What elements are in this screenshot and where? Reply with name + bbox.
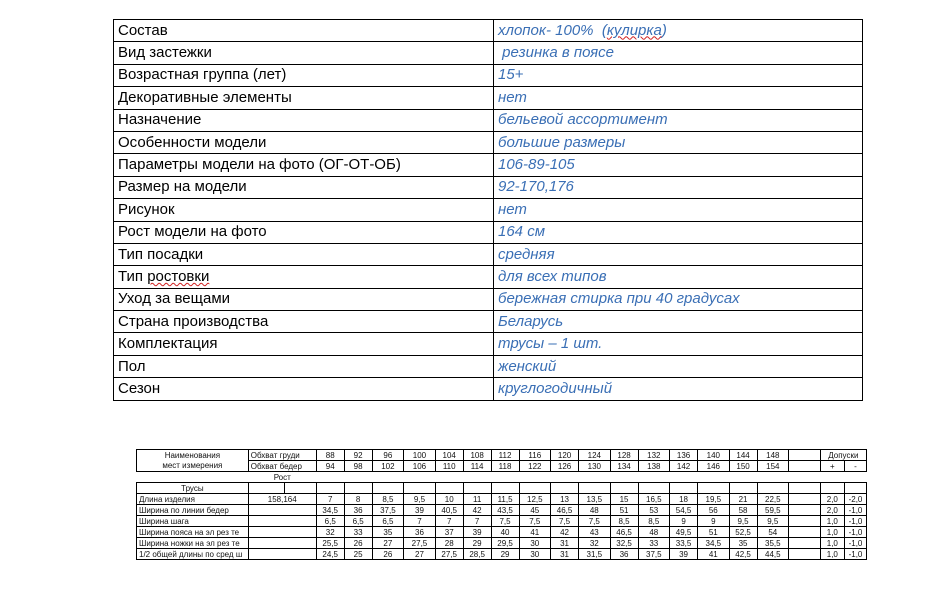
empty-cell [789,483,821,494]
measurement-value: 49,5 [670,527,698,538]
tolerance-minus-value: -1,0 [844,527,866,538]
chest-size: 100 [404,450,436,461]
measurement-value: 39 [670,549,698,560]
tolerance-plus-value: 1,0 [820,516,844,527]
empty-cell [670,483,698,494]
attribute-label: Размер на модели [114,176,494,198]
empty-cell [757,483,789,494]
measurement-value: 37,5 [372,505,404,516]
measurement-value: 52,5 [729,527,757,538]
attribute-row [114,20,863,42]
measurement-value: 8,5 [638,516,670,527]
attribute-label: Тип посадки [114,243,494,265]
measurement-value: 9,5 [404,494,436,505]
attribute-value: 15+ [494,64,863,86]
measurement-value: 9,5 [757,516,789,527]
measurement-value: 58 [729,505,757,516]
measurement-value: 33 [344,527,372,538]
measurement-value: 34,5 [316,505,344,516]
attribute-row [114,333,863,355]
chest-size: 132 [638,450,670,461]
measurement-value: 29,5 [491,538,519,549]
chest-size: 124 [579,450,611,461]
measurement-row [137,516,867,527]
measurement-name: Длина изделия [137,494,249,505]
measurement-value: 36 [610,549,638,560]
measurement-value: 7 [435,516,463,527]
measurement-value: 9 [670,516,698,527]
attribute-value [494,20,863,42]
attribute-label: Страна производства [114,311,494,333]
measurement-value: 8,5 [372,494,404,505]
attribute-value: Беларусь [494,311,863,333]
attribute-value: трусы – 1 шт. [494,333,863,355]
measurement-value: 29 [463,538,491,549]
measurement-value: 9 [698,516,730,527]
measurement-value: 51 [698,527,730,538]
size-header-row [137,461,867,472]
attribute-value: бельевой ассортимент [494,109,863,131]
measurement-value: 27 [372,538,404,549]
measurement-value: 25,5 [316,538,344,549]
measurement-name: 1/2 общей длины по сред ш [137,549,249,560]
measurement-value: 28,5 [463,549,491,560]
attribute-row [114,131,863,153]
empty-cell [316,483,344,494]
measurement-value: 34,5 [698,538,730,549]
attribute-label: Сезон [114,378,494,400]
chest-label: Обхват груди [248,450,316,461]
tolerance-minus-value: -1,0 [844,516,866,527]
attribute-value: 106-89-105 [494,154,863,176]
measurement-row [137,538,867,549]
measurement-value: 9,5 [729,516,757,527]
measurement-value: 46,5 [610,527,638,538]
attribute-label: Состав [114,20,494,42]
measurement-value: 56 [698,505,730,516]
measurement-value: 32 [316,527,344,538]
measurement-value: 15 [610,494,638,505]
attribute-label: Комплектация [114,333,494,355]
hip-label: Обхват бедер [248,461,316,472]
tolerance-minus-value: -1,0 [844,549,866,560]
height-header: Рост [273,472,291,482]
measurement-value: 54,5 [670,505,698,516]
measurement-name-header: Наименования [137,450,249,461]
tolerance-minus-value: -1,0 [844,538,866,549]
measurement-value: 48 [638,527,670,538]
measurement-value: 35 [729,538,757,549]
measurement-row [137,505,867,516]
empty-cell [248,483,284,494]
hip-size: 118 [491,461,519,472]
attribute-label: Вид застежки [114,42,494,64]
spacer-cell [789,505,821,516]
attribute-label-prefix: Тип [118,267,148,285]
measurement-name-header-2: мест измерения [137,461,249,472]
measurement-value: 13 [551,494,579,505]
chest-size: 108 [463,450,491,461]
attribute-row [114,154,863,176]
empty-cell [404,483,436,494]
attribute-value: для всех типов [494,266,863,288]
hip-size: 126 [551,461,579,472]
measurement-value: 35,5 [757,538,789,549]
measurement-value: 13,5 [579,494,611,505]
attribute-row [114,378,863,400]
tolerance-minus: - [844,461,866,472]
chest-size: 144 [729,450,757,461]
attribute-label: Параметры модели на фото (ОГ-ОТ-ОБ) [114,154,494,176]
measurement-value: 26 [344,538,372,549]
attribute-value: резинка в поясе [494,42,863,64]
empty-cell [820,483,844,494]
measurement-value: 36 [344,505,372,516]
attribute-value-main: хлопок- 100% ( [498,21,607,39]
measurement-name: Ширина ножки на эл рез те [137,538,249,549]
measurement-row [137,494,867,505]
attribute-value: средняя [494,243,863,265]
attribute-label: Назначение [114,109,494,131]
chest-size: 96 [372,450,404,461]
measurement-value: 33,5 [670,538,698,549]
attribute-row [114,288,863,310]
attribute-value: круглогодичный [494,378,863,400]
measurement-value: 35 [372,527,404,538]
tolerance-plus-value: 1,0 [820,527,844,538]
empty-cell [519,483,551,494]
measurement-name: Ширина шага [137,516,249,527]
attribute-label-spellcheck: ростовки [147,267,210,285]
attribute-label: Особенности модели [114,131,494,153]
measurement-value: 37,5 [638,549,670,560]
measurement-value: 31 [551,538,579,549]
model-height: 158,164 [248,494,316,505]
measurement-value: 30 [519,538,551,549]
hip-size: 114 [463,461,491,472]
size-chart-table [136,449,867,560]
tolerance-plus-value: 2,0 [820,505,844,516]
hip-size: 98 [344,461,372,472]
measurement-value: 7,5 [519,516,551,527]
product-attributes-table [113,19,863,401]
empty-cell [698,483,730,494]
attribute-row [114,176,863,198]
attribute-row [114,266,863,288]
measurement-value: 41 [698,549,730,560]
empty-cell [610,483,638,494]
measurement-value: 6,5 [316,516,344,527]
hip-size: 110 [435,461,463,472]
measurement-value: 41 [519,527,551,538]
spacer-cell [789,461,821,472]
measurement-value: 12,5 [519,494,551,505]
attribute-row [114,355,863,377]
empty-cell [729,483,757,494]
measurement-value: 7 [463,516,491,527]
measurement-value: 37 [435,527,463,538]
empty-cell [638,483,670,494]
attribute-label: Пол [114,355,494,377]
spacer-cell [789,516,821,527]
attribute-value: большие размеры [494,131,863,153]
measurement-value: 7 [316,494,344,505]
attribute-label: Декоративные элементы [114,87,494,109]
measurement-value: 39 [463,527,491,538]
measurement-value: 46,5 [551,505,579,516]
measurement-value: 28 [435,538,463,549]
attribute-value: 164 см [494,221,863,243]
hip-size: 134 [610,461,638,472]
measurement-value: 7,5 [491,516,519,527]
measurement-value: 54 [757,527,789,538]
measurement-name: Ширина пояса на эл рез те [137,527,249,538]
measurement-value: 24,5 [316,549,344,560]
empty-cell [551,483,579,494]
measurement-value: 33 [638,538,670,549]
measurement-value: 39 [404,505,436,516]
tolerance-plus-value: 1,0 [820,549,844,560]
measurement-value: 40 [491,527,519,538]
hip-size: 142 [670,461,698,472]
measurement-value: 18 [670,494,698,505]
spacer-cell [789,450,821,461]
blank-cell [137,472,249,483]
measurement-value: 32 [579,538,611,549]
measurement-value: 42,5 [729,549,757,560]
chest-size: 116 [519,450,551,461]
measurement-value: 45 [519,505,551,516]
tolerance-minus-value: -1,0 [844,505,866,516]
attribute-value: нет [494,199,863,221]
hip-size: 138 [638,461,670,472]
chest-size: 136 [670,450,698,461]
tolerance-plus-value: 1,0 [820,538,844,549]
attribute-value: 92-170,176 [494,176,863,198]
hip-size: 102 [372,461,404,472]
measurement-value: 27 [404,549,436,560]
tolerance-minus-value: -2,0 [844,494,866,505]
measurement-value: 31,5 [579,549,611,560]
empty-cell [285,483,317,494]
measurement-value: 10 [435,494,463,505]
measurement-value: 43,5 [491,505,519,516]
hip-size: 154 [757,461,789,472]
attribute-row [114,64,863,86]
measurement-value: 19,5 [698,494,730,505]
measurement-value: 40,5 [435,505,463,516]
measurement-value: 8 [344,494,372,505]
measurement-value: 27,5 [435,549,463,560]
chest-size: 112 [491,450,519,461]
measurement-value: 44,5 [757,549,789,560]
measurement-value: 31 [551,549,579,560]
measurement-value: 32,5 [610,538,638,549]
model-height [248,527,316,538]
measurement-value: 6,5 [344,516,372,527]
attribute-value: женский [494,355,863,377]
attribute-row [114,199,863,221]
empty-cell [844,483,866,494]
measurement-value: 59,5 [757,505,789,516]
tolerance-plus-value: 2,0 [820,494,844,505]
attribute-value-tail: ) [661,21,667,39]
empty-cell [344,483,372,494]
attribute-value: бережная стирка при 40 градусах [494,288,863,310]
measurement-value: 16,5 [638,494,670,505]
measurement-value: 42 [551,527,579,538]
model-height [248,505,316,516]
model-height [248,538,316,549]
chest-size: 88 [316,450,344,461]
measurement-value: 27,5 [404,538,436,549]
measurement-value: 7,5 [551,516,579,527]
measurement-value: 21 [729,494,757,505]
measurement-value: 29 [491,549,519,560]
attribute-label: Возрастная группа (лет) [114,64,494,86]
attribute-label: Рисунок [114,199,494,221]
spacer-cell [789,527,821,538]
hip-size: 122 [519,461,551,472]
chest-size: 120 [551,450,579,461]
measurement-value: 11 [463,494,491,505]
blank-cell [316,472,866,483]
measurement-value: 7,5 [579,516,611,527]
measurement-value: 53 [638,505,670,516]
empty-cell [579,483,611,494]
measurement-value: 26 [372,549,404,560]
measurement-value: 6,5 [372,516,404,527]
measurement-value: 11,5 [491,494,519,505]
attribute-row [114,221,863,243]
attribute-label: Уход за вещами [114,288,494,310]
measurement-value: 8,5 [610,516,638,527]
empty-cell [435,483,463,494]
hip-size: 94 [316,461,344,472]
tolerance-plus: + [820,461,844,472]
spacer-cell [789,494,821,505]
measurement-row [137,527,867,538]
measurement-value: 25 [344,549,372,560]
attribute-label [114,266,494,288]
size-header-row [137,450,867,461]
attribute-row [114,109,863,131]
chest-size: 128 [610,450,638,461]
chest-size: 148 [757,450,789,461]
attribute-row [114,311,863,333]
spacer-cell [789,549,821,560]
empty-cell [491,483,519,494]
chest-size: 140 [698,450,730,461]
attribute-row [114,87,863,109]
model-height [248,516,316,527]
product-name: Трусы [137,483,249,494]
measurement-name: Ширина по линии бедер [137,505,249,516]
measurement-value: 51 [610,505,638,516]
hip-size: 106 [404,461,436,472]
attribute-value-spellcheck: кулирка [606,21,662,39]
measurement-value: 48 [579,505,611,516]
empty-cell [372,483,404,494]
measurement-value: 7 [404,516,436,527]
empty-cell [463,483,491,494]
measurement-value: 30 [519,549,551,560]
hip-size: 150 [729,461,757,472]
height-label-row [137,472,867,483]
measurement-value: 43 [579,527,611,538]
measurement-value: 22,5 [757,494,789,505]
attribute-row [114,42,863,64]
tolerance-header: Допуски [820,450,866,461]
measurement-value: 42 [463,505,491,516]
hip-size: 130 [579,461,611,472]
hip-size: 146 [698,461,730,472]
chest-size: 92 [344,450,372,461]
attribute-label: Рост модели на фото [114,221,494,243]
model-height [248,549,316,560]
attribute-row [114,243,863,265]
measurement-value: 36 [404,527,436,538]
product-row [137,483,867,494]
measurement-row [137,549,867,560]
attribute-value: нет [494,87,863,109]
spacer-cell [789,538,821,549]
chest-size: 104 [435,450,463,461]
